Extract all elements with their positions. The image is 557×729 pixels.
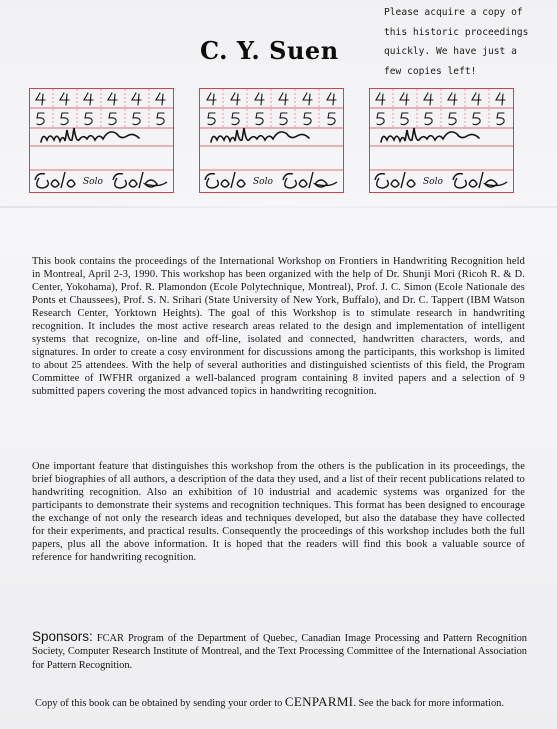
paragraph-intro: This book contains the proceedings of the International Workshop on Frontiers in Handwriting Recognition held in Montreal, April 2-3, 1990. This workshop has been organized with the help of Dr. Shunji Mori (Ricoh R. & D. Center, Yokohama), Prof. R. Plamondon (Ecole Polytechnique, Montreal), Prof. J. C. Simon (Ecole Nationale des Ponts et Chaussees), Prof. S. N. Srihari (State University of New York, Buffalo), and Dr. C. Tappert (IBM Watson Research Center, Yorktown Heights). The goal of this Workshop is to stimulate research in handwriting recognition. It includes the most active research areas related to the design and implementation of intelligent systems that recognize, on-line and off-line, isolated and connected, handwritten characters, words, and signatures. In order to create a cosy environment for discussions among the participants, this workshop is limited to about 25 attendees. With the help of several authorities and distinguished scientists of this field, the Program Committee of IWFHR organized a well-balanced program containing 8 invited papers and a selection of 9 submitted papers covering the most advanced topics in handwriting recognition.	[32, 256, 525, 398]
order-info	[35, 695, 527, 710]
paragraph-feature: One important feature that distinguishes this workshop from the others is the publication in its proceedings, the brief biographies of all authors, a description of the data they used, and a list of their recent publications related to handwriting recognition. Also an exhibition of 10 industrial and academic systems was organized for the participants to demonstrate their systems and recognition techniques. This format has been designed to encourage the exchange of not only the research ideas and techniques developed, but also the database they have collected for their experiments, and practical results. Consequently the proceedings of this workshop includes both the full papers, plus all the above information. It is hoped that the readers will find this book a valuable source of reference for handwriting recognition.	[32, 461, 525, 564]
handwriting-specimen-svg	[369, 88, 515, 196]
handwriting-sample-2	[199, 88, 345, 196]
cursive-word-scribble	[41, 128, 139, 142]
sample-small-word: Solo	[253, 177, 273, 187]
sponsors-text: FCAR Program of the Department of Quebec, Canadian Image Processing and Pattern Recognition Society, Computer Research Institute of Montreal, and the Text Processing Committee of the International Association for Pattern Recognition.	[32, 633, 527, 671]
handwritten-note	[384, 3, 556, 81]
handwriting-sample-3	[369, 88, 515, 196]
cursive-word-scribble	[381, 128, 479, 142]
order-text-after: . See the back for more information.	[353, 698, 504, 709]
note-line: few copies left!	[384, 65, 477, 77]
sponsors-block	[32, 630, 527, 672]
cenparmi-name: CENPARMI	[284, 694, 354, 709]
handwriting-specimen-svg	[29, 88, 175, 196]
sample-small-word: Solo	[83, 177, 103, 187]
note-line: Please acquire a copy of	[384, 7, 523, 18]
order-text-before: Copy of this book can be obtained by sending your order to	[35, 698, 285, 709]
handwriting-sample-1	[29, 88, 175, 196]
note-line: quickly. We have just a	[384, 46, 517, 57]
handwriting-specimen-svg	[199, 88, 345, 196]
sample-small-word: Solo	[423, 177, 443, 187]
sponsors-label: Sponsors:	[32, 629, 93, 644]
note-line: this historic proceedings	[384, 26, 529, 38]
page-fold-line	[0, 206, 557, 208]
page-title: C. Y. Suen	[200, 36, 339, 65]
cursive-word-scribble	[211, 128, 309, 142]
